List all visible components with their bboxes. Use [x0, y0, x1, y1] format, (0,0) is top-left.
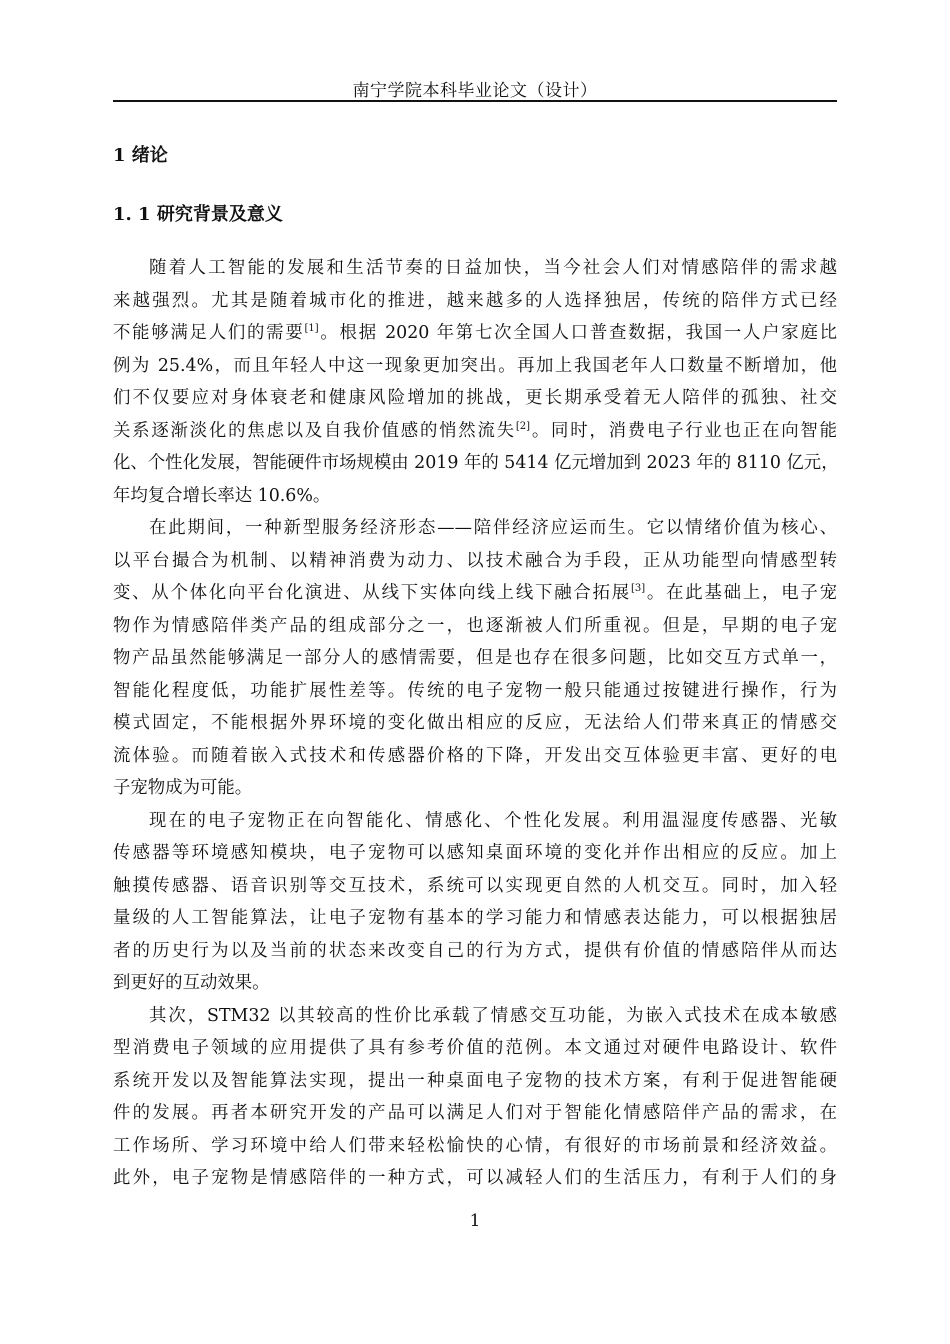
- paragraph-line: 工作场所、学习环境中给人们带来轻松愉快的心情，有很好的市场前景和经济效益。: [113, 1135, 837, 1156]
- paragraph-line: 现在的电子宠物正在向智能化、情感化、个性化发展。利用温湿度传感器、光敏: [149, 810, 837, 831]
- chapter-heading: 1 绪论: [113, 145, 168, 166]
- paragraph-line: 到更好的互动效果。: [113, 973, 270, 993]
- paragraph-line: 们不仅要应对身体衰老和健康风险增加的挑战，更长期承受着无人陪伴的孤独、社交: [113, 388, 837, 408]
- paragraph-line: 传感器等环境感知模块，电子宠物可以感知桌面环境的变化并作出相应的反应。加上: [113, 843, 837, 863]
- header-rule: [113, 100, 837, 102]
- paragraph-line: 物作为情感陪伴类产品的组成部分之一，也逐渐被人们所重视。但是，早期的电子宠: [113, 615, 837, 636]
- line-text: 。根据 2020 年第七次全国人口普查数据，我国一人户家庭比: [318, 323, 837, 343]
- paragraph-line: 系统开发以及智能算法实现，提出一种桌面电子宠物的技术方案，有利于促进智能硬: [113, 1070, 837, 1091]
- citation-2[interactable]: [2]: [515, 420, 531, 432]
- paragraph-line: 模式固定，不能根据外界环境的变化做出相应的反应，无法给人们带来真正的情感交: [113, 713, 837, 733]
- paragraph-line: 来越强烈。尤其是随着城市化的推进，越来越多的人选择独居，传统的陪伴方式已经: [113, 290, 837, 311]
- paragraph-line: [113, 317, 837, 350]
- page-number: 1: [469, 1211, 481, 1231]
- paragraph-line: 流体验。而随着嵌入式技术和传感器价格的下降，开发出交互体验更丰富、更好的电: [113, 745, 837, 766]
- line-text: 不能够满足人们的需要: [113, 323, 305, 343]
- paragraph-line: [113, 415, 837, 448]
- line-text: 。同时，消费电子行业也正在向智能: [530, 420, 837, 441]
- section-heading: 1. 1 研究背景及意义: [113, 204, 283, 225]
- paragraph-line: 以平台撮合为机制、以精神消费为动力、以技术融合为手段，正从功能型向情感型转: [113, 550, 837, 571]
- paragraph-line: 者的历史行为以及当前的状态来改变自己的行为方式，提供有价值的情感陪伴从而达: [113, 940, 837, 961]
- paragraph-line: 智能化程度低，功能扩展性差等。传统的电子宠物一般只能通过按键进行操作，行为: [113, 680, 837, 701]
- paragraph-line: 触摸传感器、语音识别等交互技术，系统可以实现更自然的人机交互。同时，加入轻: [113, 875, 837, 896]
- paragraph-line: [113, 577, 837, 610]
- paragraph-line: 其次，STM32 以其较高的性价比承载了情感交互功能，为嵌入式技术在成本敏感: [149, 1005, 837, 1026]
- paragraph-line: 型消费电子领域的应用提供了具有参考价值的范例。本文通过对硬件电路设计、软件: [113, 1038, 837, 1058]
- paragraph-line: 化、个性化发展，智能硬件市场规模由 2019 年的 5414 亿元增加到 2023 年的 8110 亿元，: [113, 453, 839, 473]
- paragraph-line: 在此期间，一种新型服务经济形态——陪伴经济应运而生。它以情绪价值为核心、: [149, 518, 837, 538]
- citation-1[interactable]: [1]: [304, 323, 319, 335]
- line-text: 变、从个体化向平台化演进、从线下实体向线上线下融合拓展: [113, 583, 631, 603]
- paragraph-line: 随着人工智能的发展和生活节奏的日益加快，当今社会人们对情感陪伴的需求越: [149, 258, 837, 278]
- line-text: 关系逐渐淡化的焦虑以及自我价值感的悄然流失: [113, 420, 516, 441]
- line-text: 。在此基础上，电子宠: [645, 583, 837, 603]
- paragraph-line: 件的发展。再者本研究开发的产品可以满足人们对于智能化情感陪伴产品的需求，在: [113, 1103, 837, 1123]
- running-header: 南宁学院本科毕业论文（设计）: [352, 81, 598, 101]
- paragraph-line: 物产品虽然能够满足一部分人的感情需要，但是也存在很多问题，比如交互方式单一，: [113, 648, 837, 668]
- citation-3[interactable]: [3]: [630, 583, 646, 595]
- paragraph-line: 此外，电子宠物是情感陪伴的一种方式，可以减轻人们的生活压力，有利于人们的身: [113, 1168, 837, 1188]
- paragraph-line: 例为 25.4%，而且年轻人中这一现象更加突出。再加上我国老年人口数量不断增加，他: [113, 355, 837, 376]
- paragraph-line: 量级的人工智能算法，让电子宠物有基本的学习能力和情感表达能力，可以根据独居: [113, 908, 837, 928]
- paragraph-line: 年均复合增长率达 10.6%。: [113, 485, 331, 506]
- paragraph-line: 子宠物成为可能。: [113, 778, 253, 798]
- body-text: [113, 252, 837, 1195]
